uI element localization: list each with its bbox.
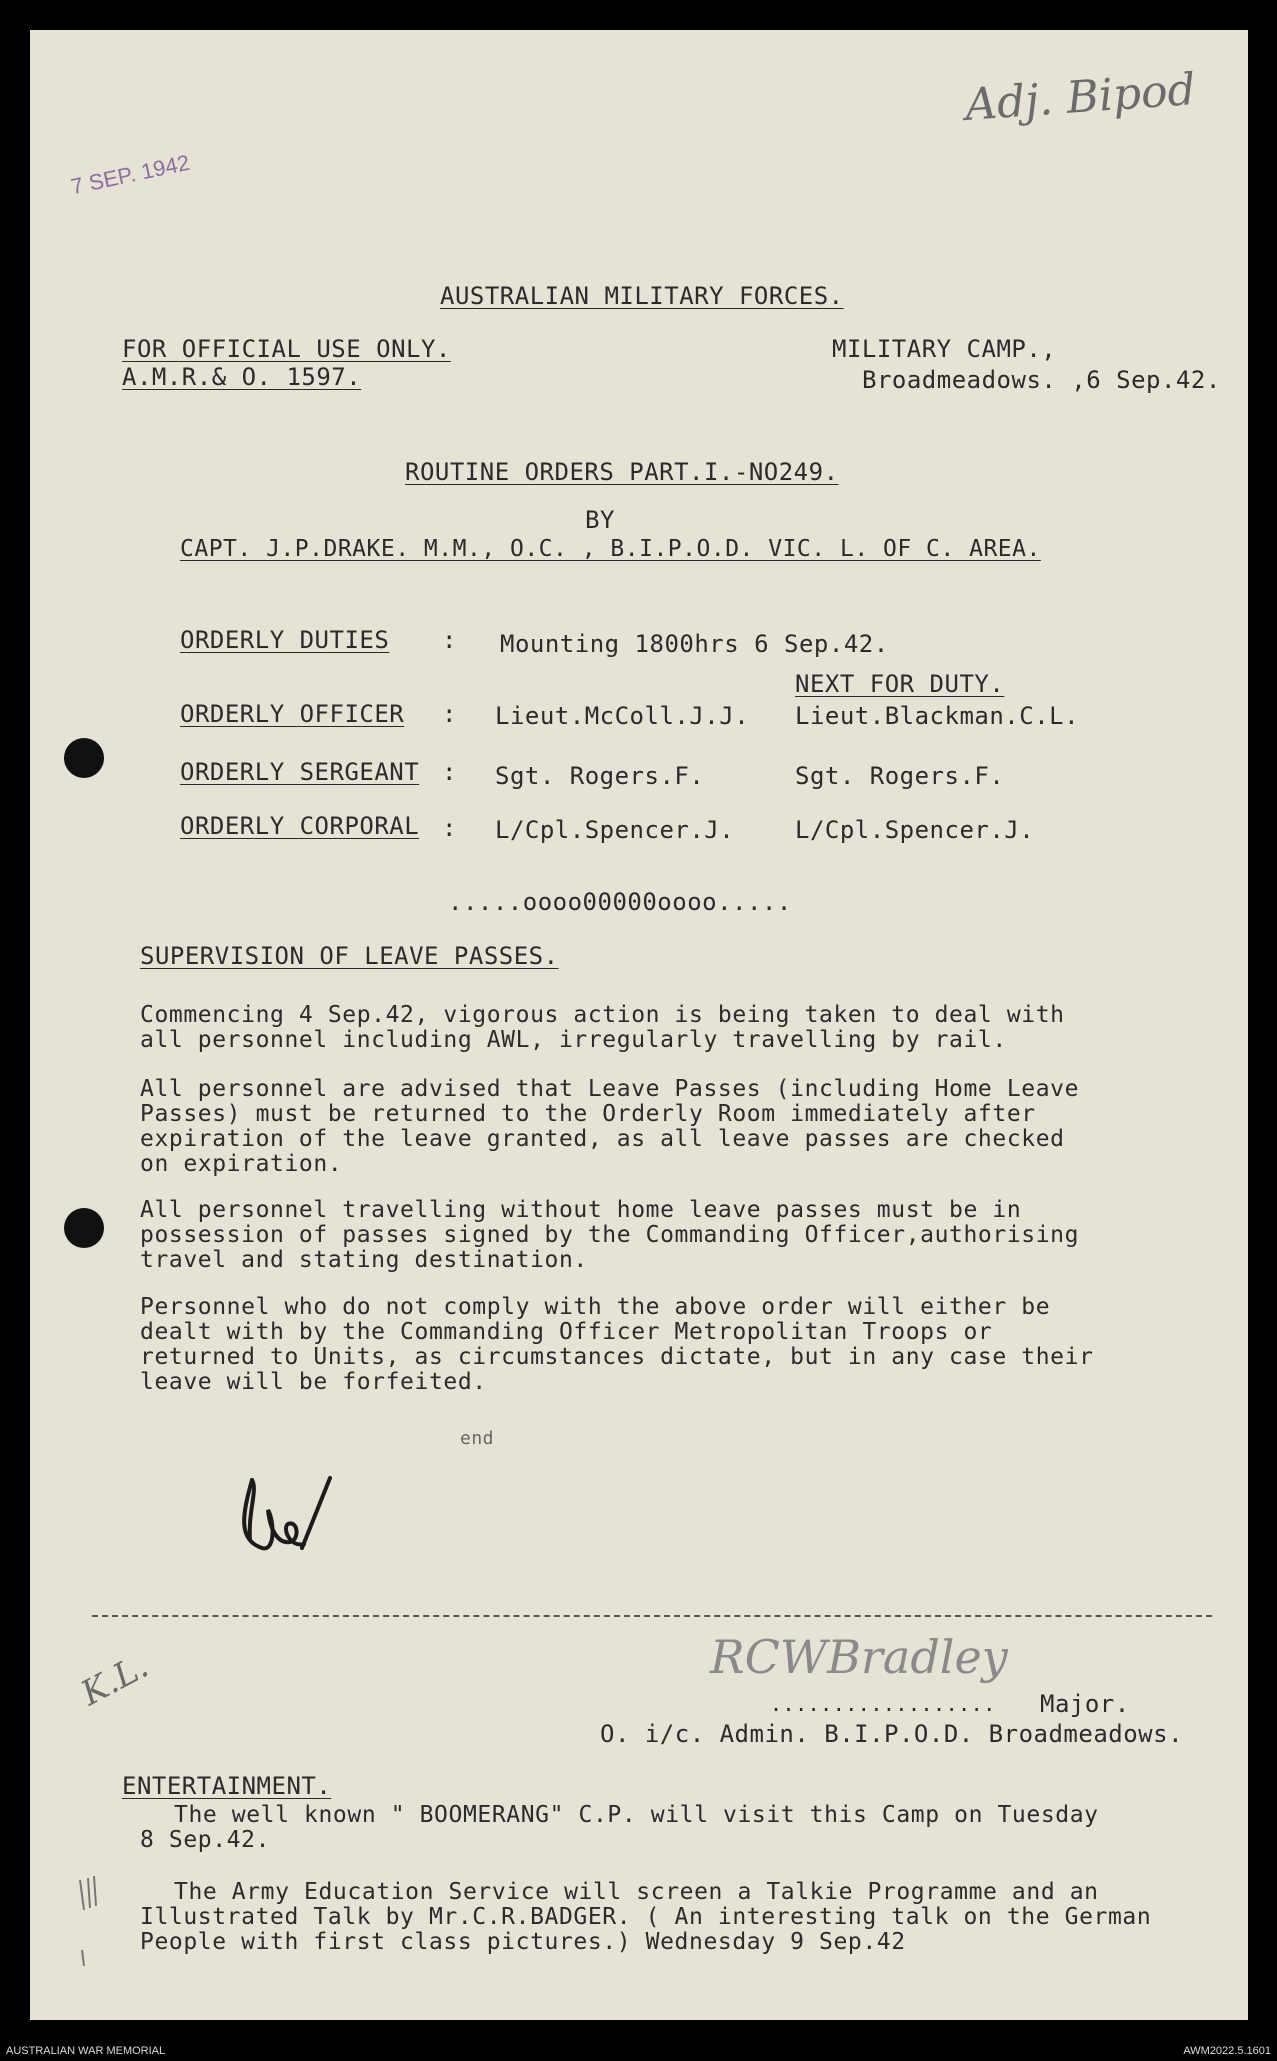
duty-colon: : — [442, 814, 457, 842]
end-mark: end — [460, 1428, 495, 1449]
leave-paragraph: All personnel are advised that Leave Passes (including Home Leave Passes) must be returned to the Orderly Room immediately after expiration of the leave granted, as all leave passes are checked on expiration. — [140, 1076, 1080, 1177]
handwritten-note-left: K.L. — [74, 1646, 155, 1714]
duties-mounting: Mounting 1800hrs 6 Sep.42. — [500, 630, 889, 658]
duty-current: L/Cpl.Spencer.J. — [495, 816, 735, 844]
punch-hole — [64, 1208, 104, 1248]
leave-paragraph: Commencing 4 Sep.42, vigorous action is being taken to deal with all personnel including AWL, irregularly travelling by rail. — [140, 1002, 1065, 1053]
duty-current: Sgt. Rogers.F. — [495, 762, 705, 790]
orders-officer: CAPT. J.P.DRAKE. M.M., O.C. , B.I.P.O.D. VIC. L. OF C. AREA. — [180, 536, 1041, 562]
entertainment-paragraph: The Army Education Service will screen a Talkie Programme and an Illustrated Talk by Mr.C.R.BADGER. ( An interesting talk on the German People with first class pictures.) Wednesday 9 Sep.42 — [140, 1879, 1152, 1955]
duty-current: Lieut.McColl.J.J. — [495, 702, 750, 730]
leave-passes-heading: SUPERVISION OF LEAVE PASSES. — [140, 942, 559, 970]
official-use-notice: FOR OFFICIAL USE ONLY. — [122, 335, 451, 363]
duties-heading: ORDERLY DUTIES — [180, 626, 390, 654]
duty-next: Lieut.Blackman.C.L. — [795, 702, 1080, 730]
signatory-rank: Major. — [1040, 1690, 1130, 1718]
document-title: AUSTRALIAN MILITARY FORCES. — [440, 282, 844, 310]
place-date: Broadmeadows. ,6 Sep.42. — [862, 366, 1221, 394]
next-for-duty-heading: NEXT FOR DUTY. — [795, 670, 1005, 698]
divider-line — [92, 1615, 1212, 1617]
punch-hole — [64, 738, 104, 778]
duty-role: ORDERLY CORPORAL — [180, 812, 420, 840]
duty-role: ORDERLY SERGEANT — [180, 758, 420, 786]
margin-pencil-marks — [70, 1870, 110, 1974]
section-separator: .....oooo00000oooo..... — [448, 888, 792, 916]
orders-by: BY — [585, 506, 615, 534]
orders-title: ROUTINE ORDERS PART.I.-NO249. — [405, 458, 839, 486]
duty-next: L/Cpl.Spencer.J. — [795, 816, 1035, 844]
leave-paragraph: Personnel who do not comply with the above order will either be dealt with by the Commanding Officer Metropolitan Troops or returned to Units, as circumstances dictate, but in any case their leave will be forfeited. — [140, 1294, 1094, 1395]
camp-name: MILITARY CAMP., — [832, 335, 1057, 363]
bradley-signature: RCWBradley — [710, 1630, 1008, 1684]
duty-next: Sgt. Rogers.F. — [795, 762, 1005, 790]
reference-number: A.M.R.& O. 1597. — [122, 363, 362, 391]
duty-colon: : — [442, 700, 457, 728]
duty-role: ORDERLY OFFICER — [180, 700, 405, 728]
duties-colon: : — [442, 626, 457, 654]
entertainment-heading: ENTERTAINMENT. — [122, 1772, 332, 1800]
footer-right: AWM2022.5.1601 — [1183, 2045, 1271, 2057]
signatory-position: O. i/c. Admin. B.I.P.O.D. Broadmeadows. — [600, 1720, 1184, 1748]
document-page — [30, 30, 1248, 2020]
initials-signature — [230, 1470, 350, 1594]
footer-left: AUSTRALIAN WAR MEMORIAL — [6, 2045, 166, 2057]
handwritten-note-top-right: Adj. Bipod — [963, 64, 1198, 131]
date-stamp: 7 SEP. 1942 — [68, 149, 192, 200]
entertainment-paragraph: The well known " BOOMERANG" C.P. will visit this Camp on Tuesday 8 Sep.42. — [140, 1802, 1099, 1853]
signature-dots: .................. — [770, 1692, 996, 1716]
leave-paragraph: All personnel travelling without home leave passes must be in possession of passes signed by the Commanding Officer,authorising travel and stating destination. — [140, 1197, 1080, 1273]
duty-colon: : — [442, 758, 457, 786]
